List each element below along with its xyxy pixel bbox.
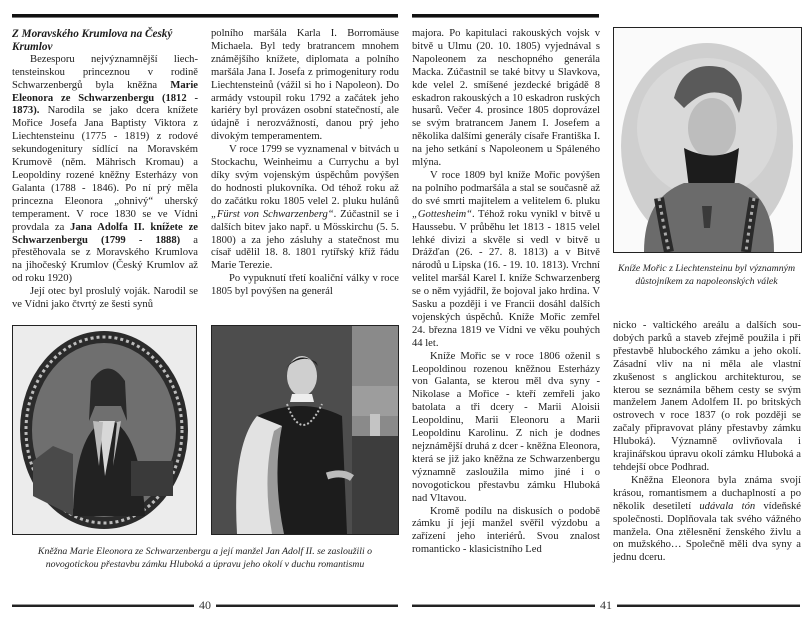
text-run: V roce 1809 byl kníže Mořic povýšen na polního podmaršála a stal se současně až do své smrti majitelem a velitelem 6. pluku [412, 169, 600, 207]
text-run: nicko - valtického areálu a dalších soudobých parků a staveb zřejmě použila i při přestavbě hlubockého zámku a jeho okolí. Zásadní vliv na ni měla ale vlastní zkušenost s anglickou architekturou, se kterou se seznámila během cesty se svým manželem Janem Adolfem II. po britských ostrovech v roce 1837 (o rok později se začaly připravovat plány přestavby zámku Hluboká). Významně ovlivňovala i krajinářskou úpravu okolí zámku Hluboká a tehdejší obce Podhrad. [613, 320, 801, 473]
page-footer [12, 598, 398, 612]
text-run: Narodila se jako dcera knížete Mořice Josefa Jana Baptisty Viktora z Liechtensteinu (1775 - 1819) z rodové sekundogenitury sídlící na Moravském Krumově (něm. Mährisch Kromau) a Leopoldiny rozené kněžny Esterházy von Galanta (1788 - 1846). Po ní prý měla princezna Eleonora „ohnivý“ uherský temperament. V roce 1830 se ve Vídni provdala za [12, 105, 198, 233]
text-run: a přestěhovala se z Moravského Krumlova na jihočeský Krumlov (Český Krumlov až od roku 1920) [12, 234, 198, 285]
right-page-column-1 [412, 28, 600, 557]
footer-rule [412, 604, 595, 607]
paragraph [412, 170, 600, 351]
portrait-jan-adolf-image [212, 326, 398, 534]
paragraph [12, 54, 198, 286]
figure-caption: Kněžna Marie Eleonora ze Schwarzenbergu a její manžel Jan Adolf II. se zasloužili o novogotickou přestavbu zámku Hluboká a úpravu jeho okolí v duchu romantismu [37, 546, 373, 570]
text-run: majora. Po kapitulaci rakouských vojsk v bitvě u Ulmu (20. 10. 1805) vyjednával s Napoleonem za neschopného generála Macka. Zúčastnil se také bitvy u Slavkova, kde velel 2. smíšené jezdecké brigádě 8 eskadron rakouských a 10 eskadron ruských husarů. Večer 4. prosince 1805 doprovázel se svým bratrancem Janem I. Josefem a několika dalšími generály císaře Františka I. na jeho setkání s Napoleonem u Spáleného mlýna. [412, 28, 600, 169]
top-rule [12, 14, 398, 18]
portrait-jan-adolf [211, 325, 399, 535]
text-run: Její otec byl proslulý voják. Narodil se ve Vídni jako čtvrtý ze šesti synů [12, 286, 198, 311]
paragraph [211, 273, 399, 299]
text-run: . Zúčastnil se i dalších bitev jako např. u Mösskirchu (5. 5. 1800) a za jeho zásluhy a statečnost mu císař udělil 18. 8. 1801 rytířský kříž řádu Marie Terezie. [211, 208, 399, 272]
bold-text: Jana Adolfa II. knížete ze Schwarzenbergu (1799 - 1888) [12, 221, 198, 246]
page-number: 40 [199, 597, 211, 612]
left-page-column-2 [211, 28, 399, 299]
column-body [412, 28, 600, 557]
figure-caption: Kníže Mořic z Liechtensteinu byl významným důstojníkem za napoleonských válek [617, 263, 796, 287]
column-body [12, 54, 198, 312]
right-page-column-2 [613, 320, 801, 565]
portrait-moric-liechtenstein [613, 27, 802, 253]
text-run: polního maršála Karla I. Borromäuse Michaela. Byl tedy bratrancem mnohem známějšího knížete, diplomata a polního maršála Jana I. Josefa z primogenitury rodu Liechtensteinů (vážil si ho i Napoleon). Do armády vstoupil roku 1792 a začátek jeho kariéry byl provázen osobní statečností, ale údajně i nerozvážností, danou prý jeho divokým temperamentem. [211, 28, 399, 143]
page-number: 41 [600, 597, 612, 612]
section-heading: Z Moravského Krumlova na Český Krumlov [12, 28, 173, 53]
text-run: Bezesporu nejvýznamnější liechtensteinskou princeznou v rodině Schwarzenbergů byla kněžna [12, 53, 198, 91]
italic-text: udávala tón [699, 500, 756, 512]
text-run: V roce 1799 se vyznamenal v bitvách u Stockachu, Weinheimu a Currychu a byl díky svým vojenským úspěchům povýšen do hodnosti plukovníka. Od téhož roku až do začátku roku 1805 velel 2. pluku hulánů [211, 144, 399, 207]
portrait-marie-eleonora-image [13, 326, 196, 534]
column-body [613, 320, 801, 565]
paragraph [613, 475, 801, 565]
column-body [211, 28, 399, 299]
paragraph [412, 506, 600, 558]
footer-rule [12, 604, 194, 607]
paragraph [211, 28, 399, 144]
italic-text: „Gottesheim“ [412, 208, 473, 220]
page-footer [412, 598, 800, 612]
top-rule [412, 14, 599, 18]
portrait-moric-liechtenstein-image [614, 28, 801, 252]
text-run: vídeňské společnosti. Doplňovala tak svého vážného manžela. Ona ztělesnění ženského živlu a on mužského… Společně měli dva syny a jednu dceru. [613, 500, 801, 564]
footer-rule [216, 604, 398, 607]
left-page-column-1 [12, 28, 198, 312]
text-run: Kněžna Eleonora byla známa svojí krásou, romantismem a duchaplností a po několik desetiletí [613, 474, 801, 512]
text-run: Kromě podílu na diskusích o podobě zámku jí její manžel svěřil výzdobu a zařízení jeho interiérů. Svou znalost romanticko - klasicistního Led [412, 505, 600, 556]
paragraph [211, 144, 399, 273]
bold-text: Marie Eleonora ze Schwarzenbergu (1812 - 1873). [12, 79, 198, 117]
italic-text: „Fürst von Schwarzenberg“ [211, 208, 334, 220]
paragraph [412, 351, 600, 506]
paragraph [12, 286, 198, 312]
right-page [410, 0, 811, 620]
text-run: Po vypuknutí třetí koaliční války v roce 1805 byl povýšen na generál [211, 273, 399, 298]
text-run: Kníže Mořic se v roce 1806 oženil s Leopoldinou rozenou kněžnou Esterházy von Galanta, se kterou měl dva syny - Nikolase a Mořice - kteří zemřeli jako batolata a tři dcery - Marii Aloisii Leopoldinu, Marii Eleonoru a Marii Leopoldinu Karolinu. Z nich je dodnes nejznámější druhá z dcer - kněžna Eleonora, která se již jako kněžna ze Schwarzenbergu významně zasloužila mimo jiné i o novogotickou přestavbu zámku Hluboká nad Vltavou. [412, 350, 600, 504]
portrait-marie-eleonora [12, 325, 197, 535]
paragraph [412, 28, 600, 170]
paragraph [613, 320, 801, 475]
text-run: . Téhož roku vynikl v bitvě u Haussebu. V průběhu let 1813 - 1815 velel lehké divizi a skvěle si vedl v bitvě u Drážďan (26. - 27. 8. 1813) a v Bitvě národů u Lipska (16. - 19. 10. 1813). Vrchní velitel maršál Karel I. kníže Schwarzenberg se o něm vyjádřil, že bojoval jako hrdina. V Sasku a později i ve Francii dosáhl dalších vojenských úspěchů. Kníže Mořic zemřel 24. března 1819 ve Vídni ve věku pouhých 44 let. [412, 208, 600, 349]
footer-rule [617, 604, 800, 607]
